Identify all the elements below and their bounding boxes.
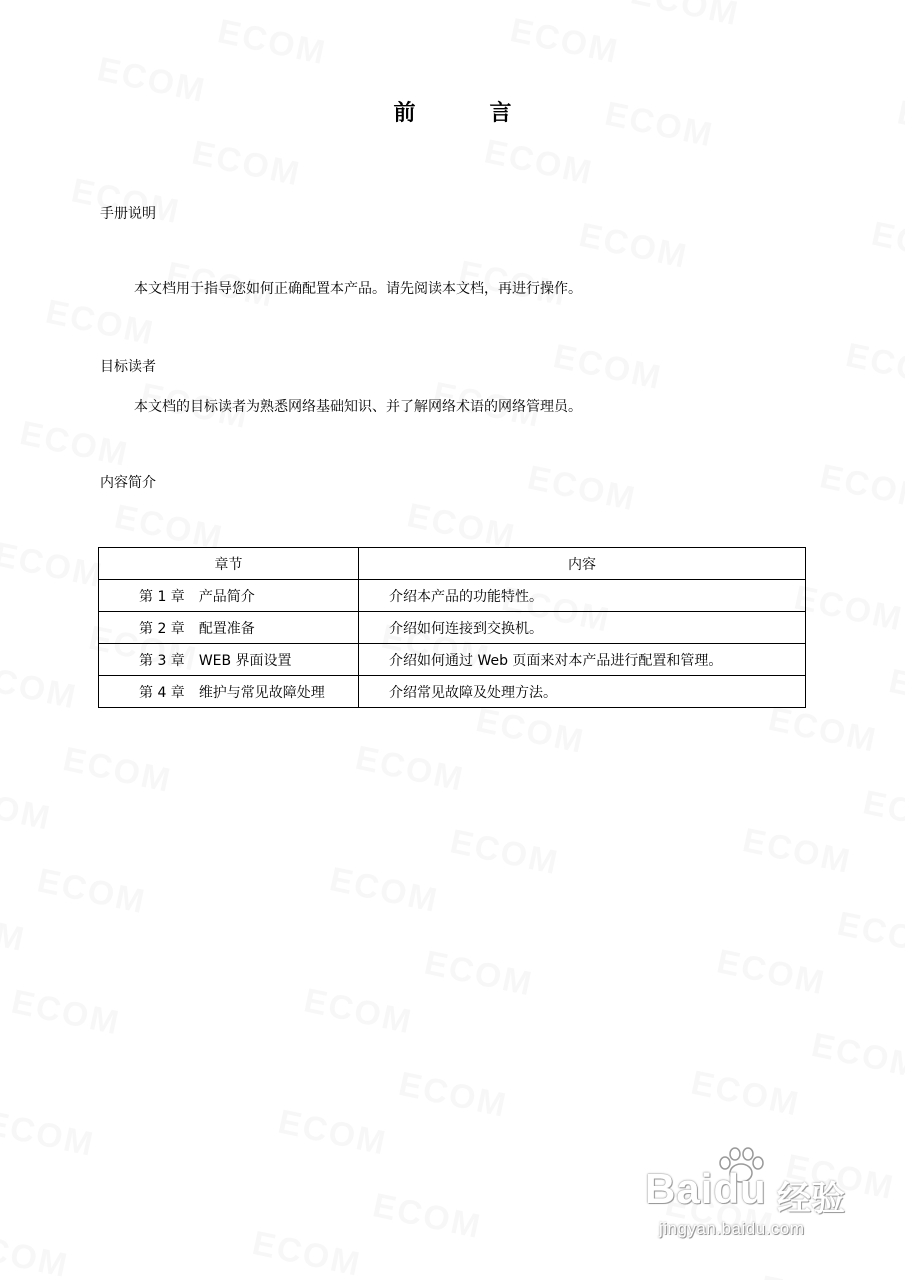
jingyan-logo-text: 经验 [777, 1179, 845, 1219]
page-title: 前 言 [393, 101, 538, 126]
chapter-title: 产品简介 [198, 588, 255, 605]
chapter-number: 第 2 章 [139, 620, 185, 637]
chapter-cell [99, 676, 359, 708]
section-text-manual: 本文档用于指导您如何正确配置本产品。请先阅读本文档，再进行操作。 [134, 281, 582, 297]
section-heading-manual: 手册说明 [100, 206, 156, 222]
baidu-url: jingyan.baidu.com [659, 1219, 805, 1238]
chapter-number: 第 4 章 [139, 684, 185, 701]
section-heading-overview: 内容简介 [100, 475, 156, 491]
content-cell: 介绍常见故障及处理方法。 [359, 676, 806, 708]
baidu-jingyan-watermark [645, 1145, 875, 1245]
chapter-cell [99, 644, 359, 676]
chapter-table [98, 547, 806, 708]
chapter-title: 维护与常见故障处理 [198, 684, 325, 701]
chapter-number: 第 1 章 [139, 588, 185, 605]
table-row [99, 612, 806, 644]
table-row [99, 644, 806, 676]
chapter-cell [99, 580, 359, 612]
table-row [99, 580, 806, 612]
section-text-audience: 本文档的目标读者为熟悉网络基础知识、并了解网络术语的网络管理员。 [134, 399, 582, 415]
content-cell: 介绍如何连接到交换机。 [359, 612, 806, 644]
content-cell: 介绍如何通过 Web 页面来对本产品进行配置和管理。 [359, 644, 806, 676]
header-content: 内容 [359, 548, 806, 580]
chapter-title: 配置准备 [198, 620, 255, 637]
section-heading-audience: 目标读者 [100, 359, 156, 375]
table-header-row [99, 548, 806, 580]
chapter-number: 第 3 章 [139, 652, 185, 669]
header-chapter: 章节 [99, 548, 359, 580]
chapter-title: WEB 界面设置 [198, 652, 292, 669]
chapter-cell [99, 612, 359, 644]
content-cell: 介绍本产品的功能特性。 [359, 580, 806, 612]
table-row [99, 676, 806, 708]
baidu-logo-text: Baidu [645, 1165, 767, 1212]
